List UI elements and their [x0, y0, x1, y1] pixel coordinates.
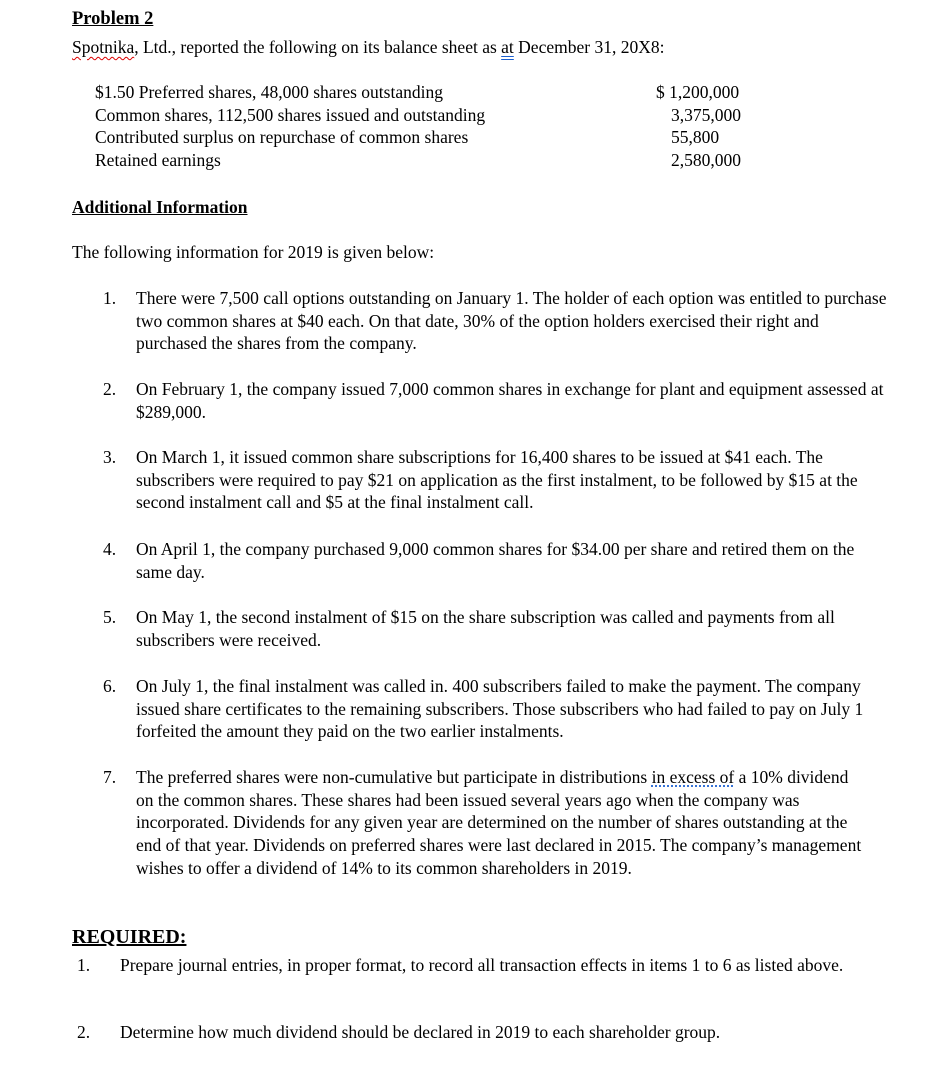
list-item	[103, 378, 893, 423]
list-item	[103, 287, 893, 355]
item-number: 6.	[103, 676, 117, 696]
item-number: 4.	[103, 539, 117, 559]
intro-text	[72, 36, 664, 59]
item-text: On May 1, the second instalment of $15 on the share subscription was called and payments from all subscribers were received.	[136, 607, 835, 650]
item-number: 1.	[103, 288, 117, 308]
balance-row	[95, 126, 755, 149]
intro-at: at	[501, 37, 514, 57]
item-text-underlined: in excess of	[651, 767, 735, 787]
list-item	[103, 446, 893, 514]
item-text-part: The preferred shares were non-cumulative but participate in distributions	[136, 767, 652, 787]
item-number: 7.	[103, 767, 117, 787]
balance-value: 3,375,000	[671, 105, 741, 125]
item-text: On July 1, the final instalment was called in. 400 subscribers failed to make the payment. The company issued share certificates to the remaining subscribers. Those subscribers who had failed to pay on July 1 forfeited the amount they paid on the two earlier instalments.	[136, 676, 864, 742]
item-text: On March 1, it issued common share subscriptions for 16,400 shares to be issued at $41 each. The subscribers were required to pay $21 on application as the first instalment, to be followed by $15 at the second instalment call and $5 at the final instalment call.	[136, 447, 858, 513]
list-item	[103, 766, 863, 880]
balance-label: Contributed surplus on repurchase of common shares	[95, 127, 469, 147]
balance-label: Common shares, 112,500 shares issued and outstanding	[95, 105, 486, 125]
balance-row	[95, 104, 755, 127]
item-text	[136, 766, 863, 880]
item-number: 1.	[77, 955, 91, 975]
intro-part: , Ltd., reported the following on its balance sheet as	[134, 37, 502, 57]
item-number: 2.	[77, 1022, 91, 1042]
lead-text: The following information for 2019 is given below:	[72, 242, 435, 262]
item-text: Prepare journal entries, in proper format, to record all transaction effects in items 1 to 6 as listed above.	[120, 955, 844, 975]
problem-title: Problem 2	[72, 9, 154, 29]
item-text-part: a 10% dividend on the common shares. These shares had been issued several years ago when the company was incorporated. Dividends for any given year are determined on the number of shares outstanding at the end of that year. Dividends on preferred shares were last declared in 2015. The company’s management wishes to offer a dividend of 14% to its common shareholders in 2019.	[136, 767, 862, 878]
required-item	[77, 954, 897, 977]
balance-label: Retained earnings	[95, 150, 221, 170]
additional-info-heading: Additional Information	[72, 197, 248, 217]
item-number: 5.	[103, 607, 117, 627]
required-heading: REQUIRED:	[72, 926, 187, 948]
list-item	[103, 675, 893, 743]
item-number: 3.	[103, 447, 117, 467]
item-number: 2.	[103, 379, 117, 399]
balance-value: 2,580,000	[671, 150, 741, 170]
balance-row	[95, 81, 755, 104]
required-item	[77, 1021, 897, 1044]
company-name: Spotnika	[72, 37, 135, 57]
balance-row	[95, 149, 755, 172]
list-item	[103, 538, 893, 583]
balance-value: 55,800	[671, 127, 720, 147]
item-text: Determine how much dividend should be declared in 2019 to each shareholder group.	[120, 1022, 721, 1042]
balance-label: $1.50 Preferred shares, 48,000 shares outstanding	[95, 82, 443, 102]
item-text: There were 7,500 call options outstanding on January 1. The holder of each option was entitled to purchase two common shares at $40 each. On that date, 30% of the option holders exercised their right and purchased the shares from the company.	[136, 288, 887, 354]
item-text: On February 1, the company issued 7,000 common shares in exchange for plant and equipment assessed at $289,000.	[136, 379, 884, 422]
intro-part: December 31, 20X8:	[513, 37, 665, 57]
item-text: On April 1, the company purchased 9,000 common shares for $34.00 per share and retired them on the same day.	[136, 539, 855, 582]
list-item	[103, 606, 893, 651]
balance-value: $ 1,200,000	[656, 82, 740, 102]
